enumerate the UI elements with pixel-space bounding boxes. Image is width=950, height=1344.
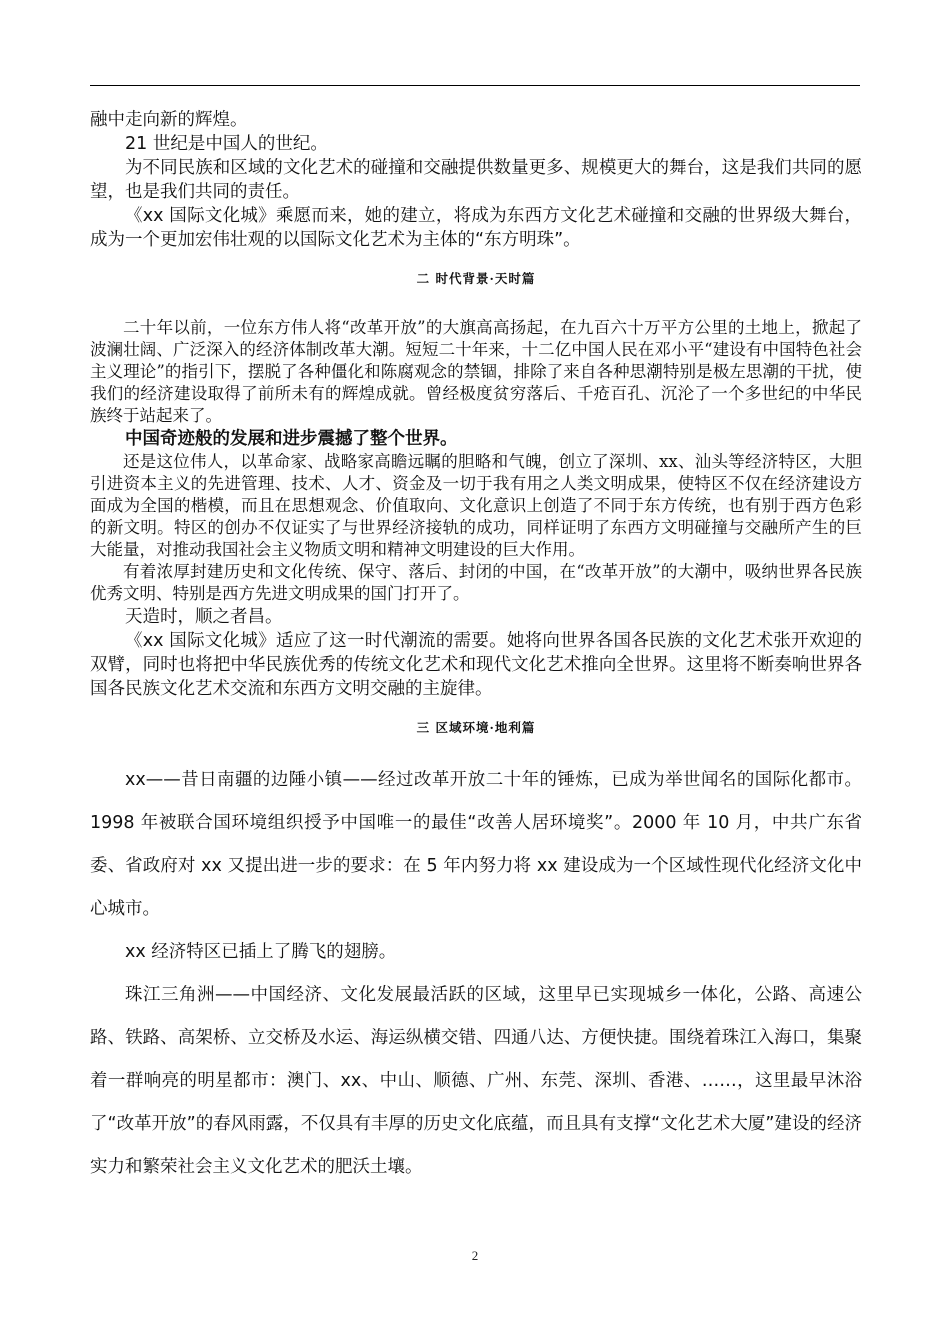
paragraph: 融中走向新的辉煌。	[90, 110, 248, 130]
section-era-body	[90, 451, 862, 605]
page-number: 2	[471, 1248, 479, 1263]
paragraph: 《xx 国际文化城》乘愿而来，她的建立，将成为东西方文化艺术碰撞和交融的世界级大舞台，成为一个更加宏伟壮观的以国际文化艺术为主体的“东方明珠”。	[90, 206, 862, 250]
paragraph: 《xx 国际文化城》适应了这一时代潮流的需要。她将向世界各国各民族的文化艺术张开欢迎的双臂，同时也将把中华民族优秀的传统文化艺术和现代文化艺术推向全世界。这里将不断奏响世界各国各民族文化艺术交流和东西方文明交融的主旋律。	[90, 631, 862, 699]
section-regional-environment	[90, 759, 862, 1189]
emphasis-paragraph: 中国奇迹般的发展和进步震撼了整个世界。	[125, 429, 458, 449]
header-rule	[90, 85, 860, 86]
paragraph: 有着浓厚封建历史和文化传统、保守、落后、封闭的中国，在“改革开放”的大潮中，吸纳世界各民族优秀文明、特别是西方先进文明成果的国门打开了。	[90, 562, 862, 603]
section-era-emphasis	[90, 427, 862, 451]
section-heading-2: 二 时代背景·天时篇	[416, 271, 536, 286]
paragraph: xx 经济特区已插上了腾飞的翅膀。	[125, 942, 397, 962]
paragraph: 天造时，顺之者昌。	[125, 607, 283, 627]
section-intro	[90, 108, 862, 252]
page-content	[90, 108, 862, 1189]
paragraph: 二十年以前，一位东方伟人将“改革开放”的大旗高高扬起，在九百六十万平方公里的土地上，掀起了波澜壮阔、广泛深入的经济体制改革大潮。短短二十年来，十二亿中国人民在邓小平“建设有中国特色社会主义理论”的指引下，摆脱了各种僵化和陈腐观念的禁锢，排除了来自各种思潮特别是极左思潮的干扰，使我们的经济建设取得了前所未有的辉煌成就。曾经极度贫穷落后、千疮百孔、沉沦了一个多世纪的中华民族终于站起来了。	[90, 318, 862, 425]
section-heading-3: 三 区域环境·地利篇	[416, 720, 536, 735]
paragraph: xx——昔日南疆的边陲小镇——经过改革开放二十年的锤炼，已成为举世闻名的国际化都市。1998 年被联合国环境组织授予中国唯一的最佳“改善人居环境奖”。2000 年 10 月，中共广东省委、省政府对 xx 又提出进一步的要求：在 5 年内努力将 xx 建设成为一个区域性现代化经济文化中心城市。	[90, 770, 862, 919]
paragraph: 还是这位伟人，以革命家、战略家高瞻远瞩的胆略和气魄，创立了深圳、xx、汕头等经济特区，大胆引进资本主义的先进管理、技术、人才、资金及一切于我有用之人类文明成果，使特区不仅在经济建设方面成为全国的楷模，而且在思想观念、价值取向、文化意识上创造了不同于东方传统，也有别于西方色彩的新文明。特区的创办不仅证实了与世界经济接轨的成功，同样证明了东西方文明碰撞与交融所产生的巨大能量，对推动我国社会主义物质文明和精神文明建设的巨大作用。	[90, 452, 862, 559]
section-era-closing	[90, 605, 862, 701]
paragraph: 为不同民族和区域的文化艺术的碰撞和交融提供数量更多、规模更大的舞台，这是我们共同的愿望，也是我们共同的责任。	[90, 158, 862, 202]
section-era-background	[90, 317, 862, 427]
paragraph: 珠江三角洲——中国经济、文化发展最活跃的区域，这里早已实现城乡一体化，公路、高速公路、铁路、高架桥、立交桥及水运、海运纵横交错、四通八达、方便快捷。围绕着珠江入海口，集聚着一群响亮的明星都市：澳门、xx、中山、顺德、广州、东莞、深圳、香港、……，这里最早沐浴了“改革开放”的春风雨露，不仅具有丰厚的历史文化底蕴，而且具有支撑“文化艺术大厦”建设的经济实力和繁荣社会主义文化艺术的肥沃土壤。	[90, 985, 862, 1177]
paragraph: 21 世纪是中国人的世纪。	[125, 134, 328, 154]
